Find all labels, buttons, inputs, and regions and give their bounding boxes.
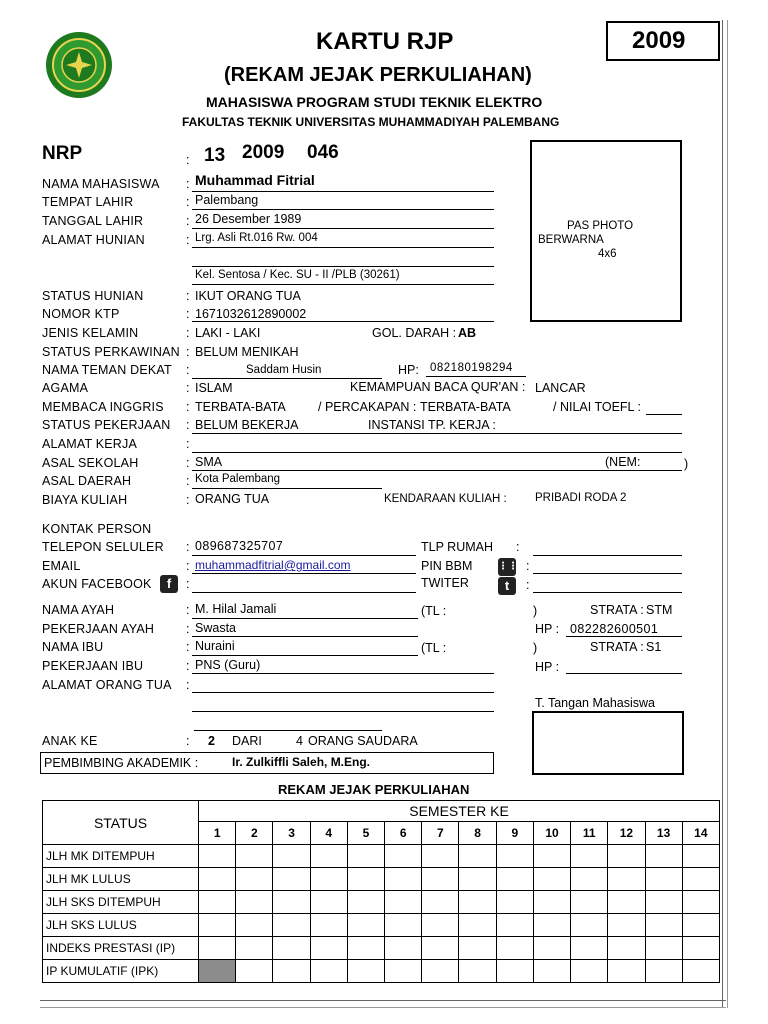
table-cell[interactable] [496,891,533,914]
table-cell[interactable] [608,891,645,914]
alamat-ortu-label: ALAMAT ORANG TUA [42,678,172,692]
colon: : [186,289,190,303]
table-cell[interactable] [422,960,459,983]
program-heading: MAHASISWA PROGRAM STUDI TEKNIK ELEKTRO [206,94,543,110]
field-underline [192,191,494,192]
row-label: JLH SKS DITEMPUH [43,891,199,914]
table-cell[interactable] [236,868,273,891]
signature-box[interactable] [532,711,684,775]
table-cell[interactable] [459,891,496,914]
field-underline [426,376,526,377]
quran-value[interactable]: LANCAR [535,381,586,395]
nem-label: (NEM: [605,455,641,469]
table-cell[interactable] [310,868,347,891]
semester-header: SEMESTER KE [199,801,720,822]
fb-input-line[interactable] [192,592,416,593]
kerja-ibu-value[interactable]: PNS (Guru) [195,658,261,672]
table-cell[interactable] [199,891,236,914]
table-cell[interactable] [347,914,384,937]
table-cell[interactable] [571,960,608,983]
nama-value[interactable]: Muhammad Fitrial [195,172,315,188]
ibu-label: NAMA IBU [42,640,104,654]
telp-label: TELEPON SELULER [42,540,164,554]
row-label: INDEKS PRESTASI (IP) [43,937,199,960]
hp-value[interactable]: 082180198294 [430,362,513,374]
colon: : [526,559,530,573]
goldarah-value[interactable]: AB [458,326,477,340]
biaya-label: BIAYA KULIAH [42,493,128,507]
colon: : [516,540,520,554]
tl-close: ) [533,604,538,618]
table-cell[interactable] [385,914,422,937]
anak-jumlah-value[interactable]: 4 [296,734,303,748]
field-underline [192,266,494,267]
kendaraan-label: KENDARAAN KULIAH : [384,493,507,505]
tlp-rumah-label: TLP RUMAH [421,540,494,554]
percakapan-label: / PERCAKAPAN : [318,400,417,414]
table-cell[interactable] [236,914,273,937]
table-cell[interactable] [645,845,682,868]
table-cell[interactable] [459,960,496,983]
inggris-value[interactable]: TERBATA-BATA [195,400,286,414]
table-cell[interactable] [273,845,310,868]
kerja-ayah-label: PEKERJAAN AYAH [42,622,155,636]
colon: : [186,540,190,554]
kendaraan-value[interactable]: PRIBADI RODA 2 [535,492,627,504]
table-cell[interactable] [645,937,682,960]
table-cell[interactable] [682,845,719,868]
instansi-label: INSTANSI TP. KERJA : [368,418,496,432]
table-cell[interactable] [608,960,645,983]
table-cell[interactable] [571,891,608,914]
kawin-value[interactable]: BELUM MENIKAH [195,345,299,359]
hp-label: HP: [398,363,419,377]
nrp-part-3: 046 [307,142,339,163]
alamat-ortu-input-line[interactable] [192,692,494,693]
table-cell[interactable] [533,937,570,960]
colon: : [186,233,190,247]
ibu-value[interactable]: Nuraini [195,639,235,653]
table-cell[interactable] [273,914,310,937]
table-cell[interactable] [682,891,719,914]
table-cell[interactable] [310,891,347,914]
photo-label-2: BERWARNA [538,234,604,246]
nrp-part-2: 2009 [242,142,285,163]
field-underline [192,247,494,248]
table-cell[interactable] [533,845,570,868]
table-cell[interactable] [682,868,719,891]
percakapan-value[interactable]: TERBATA-BATA [420,400,511,414]
table-row [43,914,720,937]
field-underline [566,636,682,637]
tanggal-value[interactable]: 26 Desember 1989 [195,212,302,226]
table-cell[interactable] [273,960,310,983]
rekam-table [42,800,720,983]
card-subtitle: (REKAM JEJAK PERKULIAHAN) [224,64,532,86]
table-cell[interactable] [385,937,422,960]
table-cell[interactable] [385,960,422,983]
table-cell[interactable] [571,845,608,868]
daerah-value[interactable]: Kota Palembang [195,473,281,485]
field-underline [192,618,418,619]
twitter-input-line[interactable] [533,592,682,593]
hp-ayah-value[interactable]: 082282600501 [570,622,659,636]
pekerjaan-label: STATUS PEKERJAAN [42,418,171,432]
kerja-ayah-value[interactable]: Swasta [195,621,236,635]
alamat-kerja-label: ALAMAT KERJA [42,437,138,451]
table-cell[interactable] [199,868,236,891]
table-cell[interactable] [533,914,570,937]
table-cell[interactable] [645,914,682,937]
table-cell[interactable] [385,845,422,868]
alamat-kerja-input-line[interactable] [192,452,682,453]
toefl-label: / NILAI TOEFL : [553,400,641,414]
semester-number: 11 [571,822,608,845]
twitter-icon: t [498,577,516,595]
colon: : [186,456,190,470]
colon: : [186,418,190,432]
semester-number: 2 [236,822,273,845]
colon: : [186,381,190,395]
tl-label: (TL : [421,604,447,618]
table-cell[interactable] [608,937,645,960]
table-cell[interactable] [533,960,570,983]
hp-ibu-label: HP : [535,660,560,674]
table-header-row [43,801,720,822]
photo-box [530,140,682,322]
year-box [606,21,720,61]
field-underline [192,433,682,434]
table-cell[interactable] [347,891,384,914]
table-cell[interactable] [236,891,273,914]
table-cell[interactable] [459,845,496,868]
colon: : [186,214,190,228]
row-label: JLH MK DITEMPUH [43,845,199,868]
tanggal-label: TANGGAL LAHIR [42,214,144,228]
table-cell[interactable] [459,914,496,937]
pinbbm-input-line[interactable] [533,573,682,574]
colon: : [186,437,190,451]
semester-number: 9 [496,822,533,845]
toefl-input-line[interactable] [646,414,682,415]
semester-number: 1 [199,822,236,845]
semester-number: 13 [645,822,682,845]
field-underline [192,209,494,210]
table-cell[interactable] [496,960,533,983]
jk-label: JENIS KELAMIN [42,326,139,340]
jk-value[interactable]: LAKI - LAKI [195,326,261,340]
semester-number: 4 [310,822,347,845]
status-hunian-label: STATUS HUNIAN [42,289,144,303]
teman-label: NAMA TEMAN DEKAT [42,363,172,377]
table-cell[interactable] [533,868,570,891]
fb-label: AKUN FACEBOOK [42,577,152,591]
field-underline [192,573,416,574]
email-label: EMAIL [42,559,81,573]
table-cell[interactable] [496,914,533,937]
field-underline [192,555,416,556]
strata-ibu-label: STRATA : [590,640,644,654]
semester-number: 3 [273,822,310,845]
table-cell[interactable] [608,845,645,868]
alamat-ortu-input-line[interactable] [192,711,494,712]
anak-dari: DARI [232,734,262,748]
anak-label: ANAK KE [42,734,98,748]
rekam-title: REKAM JEJAK PERKULIAHAN [278,782,470,797]
tl-ibu-label: (TL : [421,641,447,655]
status-hunian-value[interactable]: IKUT ORANG TUA [195,289,301,303]
table-cell[interactable] [273,937,310,960]
card-title: KARTU RJP [316,28,454,55]
colon: : [186,559,190,573]
table-cell[interactable] [496,845,533,868]
table-cell[interactable] [236,960,273,983]
table-cell[interactable] [645,891,682,914]
pinbbm-label: PIN BBM [421,559,473,573]
field-underline [192,228,494,229]
table-row [43,868,720,891]
quran-label: KEMAMPUAN BACA QUR'AN : [350,380,526,394]
table-cell[interactable] [385,891,422,914]
table-cell[interactable] [682,914,719,937]
table-cell[interactable] [682,960,719,983]
teman-value[interactable]: Saddam Husin [246,364,322,376]
faculty-heading: FAKULTAS TEKNIK UNIVERSITAS MUHAMMADIYAH PALEMBANG [182,115,560,129]
alamat-value-2[interactable]: Kel. Sentosa / Kec. SU - II /PLB (30261) [195,269,400,281]
table-cell[interactable] [236,937,273,960]
table-cell[interactable] [422,868,459,891]
colon: : [186,326,190,340]
ktp-label: NOMOR KTP [42,307,120,321]
alamat-label: ALAMAT HUNIAN [42,233,145,247]
semester-number: 6 [385,822,422,845]
table-cell[interactable] [571,914,608,937]
field-underline [192,378,382,379]
field-underline [192,673,494,674]
table-cell[interactable] [459,868,496,891]
row-label: JLH MK LULUS [43,868,199,891]
table-cell[interactable] [347,937,384,960]
strata-ayah-value[interactable]: STM [646,603,673,617]
strata-ayah-label: STRATA : [590,603,644,617]
table-cell[interactable] [199,845,236,868]
tlp-rumah-input-line[interactable] [533,555,682,556]
card-year: 2009 [632,27,686,54]
colon: : [186,659,190,673]
hp-ibu-input-line[interactable] [566,673,682,674]
tempat-label: TEMPAT LAHIR [42,195,134,209]
table-cell[interactable] [199,960,236,983]
tl-ibu-close: ) [533,641,538,655]
tempat-value[interactable]: Palembang [195,193,259,207]
field-underline [194,730,382,731]
kerja-ibu-label: PEKERJAAN IBU [42,659,144,673]
colon: : [186,640,190,654]
table-row [43,937,720,960]
kawin-label: STATUS PERKAWINAN [42,345,180,359]
sheet-edge [722,20,728,1008]
semester-number: 14 [682,822,719,845]
table-cell[interactable] [533,891,570,914]
semester-number: 8 [459,822,496,845]
facebook-icon: f [160,575,178,593]
table-cell[interactable] [385,868,422,891]
semester-number: 5 [347,822,384,845]
table-cell[interactable] [347,960,384,983]
table-cell[interactable] [645,868,682,891]
photo-label-1: PAS PHOTO [567,220,634,232]
agama-label: AGAMA [42,381,89,395]
photo-label-3: 4x6 [598,248,617,260]
colon: : [186,307,190,321]
nrp-label: NRP [42,143,83,164]
field-underline [192,321,494,322]
row-label: JLH SKS LULUS [43,914,199,937]
table-cell[interactable] [422,937,459,960]
colon: : [186,400,190,414]
field-underline [192,284,494,285]
table-cell[interactable] [496,937,533,960]
telp-value[interactable]: 089687325707 [195,539,284,553]
table-row [43,845,720,868]
colon: : [526,578,530,592]
colon: : [186,474,190,488]
contact-heading: KONTAK PERSON [42,522,152,536]
table-cell[interactable] [459,937,496,960]
anak-saudara: ORANG SAUDARA [308,734,418,748]
colon: : [186,577,190,591]
table-cell[interactable] [571,868,608,891]
semester-number: 12 [608,822,645,845]
ayah-label: NAMA AYAH [42,603,115,617]
table-cell[interactable] [310,845,347,868]
email-link[interactable]: muhammadfitrial@gmail.com [195,558,351,572]
colon: : [186,345,190,359]
field-underline [192,655,418,656]
table-cell[interactable] [422,891,459,914]
table-cell[interactable] [236,845,273,868]
table-row [43,891,720,914]
nama-label: NAMA MAHASISWA [42,177,160,191]
table-cell[interactable] [273,891,310,914]
strata-ibu-value[interactable]: S1 [646,640,662,654]
colon: : [186,177,190,191]
blackberry-icon: ⋮⋮ [498,558,516,576]
table-cell[interactable] [571,937,608,960]
table-cell[interactable] [682,937,719,960]
nem-close: ) [684,457,689,471]
biaya-value[interactable]: ORANG TUA [195,492,270,506]
sekolah-value[interactable]: SMA [195,455,223,469]
table-cell[interactable] [608,868,645,891]
nrp-part-1: 13 [204,145,226,166]
anak-ke-value[interactable]: 2 [208,734,215,748]
colon: : [186,622,190,636]
field-underline [192,470,682,471]
colon: : [186,603,190,617]
table-cell[interactable] [310,937,347,960]
semester-number: 7 [422,822,459,845]
field-underline [192,636,418,637]
university-logo-icon [44,30,114,100]
table-cell[interactable] [199,914,236,937]
inggris-label: MEMBACA INGGRIS [42,400,164,414]
alamat-value-1[interactable]: Lrg. Asli Rt.016 Rw. 004 [195,232,318,244]
table-cell[interactable] [347,845,384,868]
pembimbing-box [40,752,494,774]
table-cell[interactable] [273,868,310,891]
colon: : [186,493,190,507]
colon: : [186,734,190,748]
sekolah-label: ASAL SEKOLAH [42,456,139,470]
table-cell[interactable] [496,868,533,891]
table-cell[interactable] [422,914,459,937]
table-row [43,960,720,983]
table-cell[interactable] [310,914,347,937]
status-header: STATUS [43,801,199,845]
agama-value[interactable]: ISLAM [195,381,233,395]
twitter-label: TWITER [421,576,469,590]
colon: : [186,363,190,377]
pekerjaan-value[interactable]: BELUM BEKERJA [195,418,299,432]
pembimbing-value[interactable]: Ir. Zulkiffli Saleh, M.Eng. [232,755,371,769]
nrp-colon: : [186,153,190,167]
colon: : [186,195,190,209]
sheet-edge-bottom [40,1000,726,1008]
table-cell[interactable] [608,914,645,937]
ktp-value[interactable]: 1671032612890002 [195,307,307,321]
colon: : [186,678,190,692]
row-label: IP KUMULATIF (IPK) [43,960,199,983]
table-cell[interactable] [310,960,347,983]
table-cell[interactable] [422,845,459,868]
table-cell[interactable] [347,868,384,891]
daerah-label: ASAL DAERAH [42,474,132,488]
semester-number: 10 [533,822,570,845]
pembimbing-label: PEMBIMBING AKADEMIK : [44,756,199,770]
ttd-label: T. Tangan Mahasiswa [535,696,655,710]
hp-ayah-label: HP : [535,622,560,636]
table-cell[interactable] [645,960,682,983]
table-cell[interactable] [199,937,236,960]
field-underline [192,488,382,489]
goldarah-label: GOL. DARAH : [372,326,457,340]
ayah-value[interactable]: M. Hilal Jamali [195,602,277,616]
